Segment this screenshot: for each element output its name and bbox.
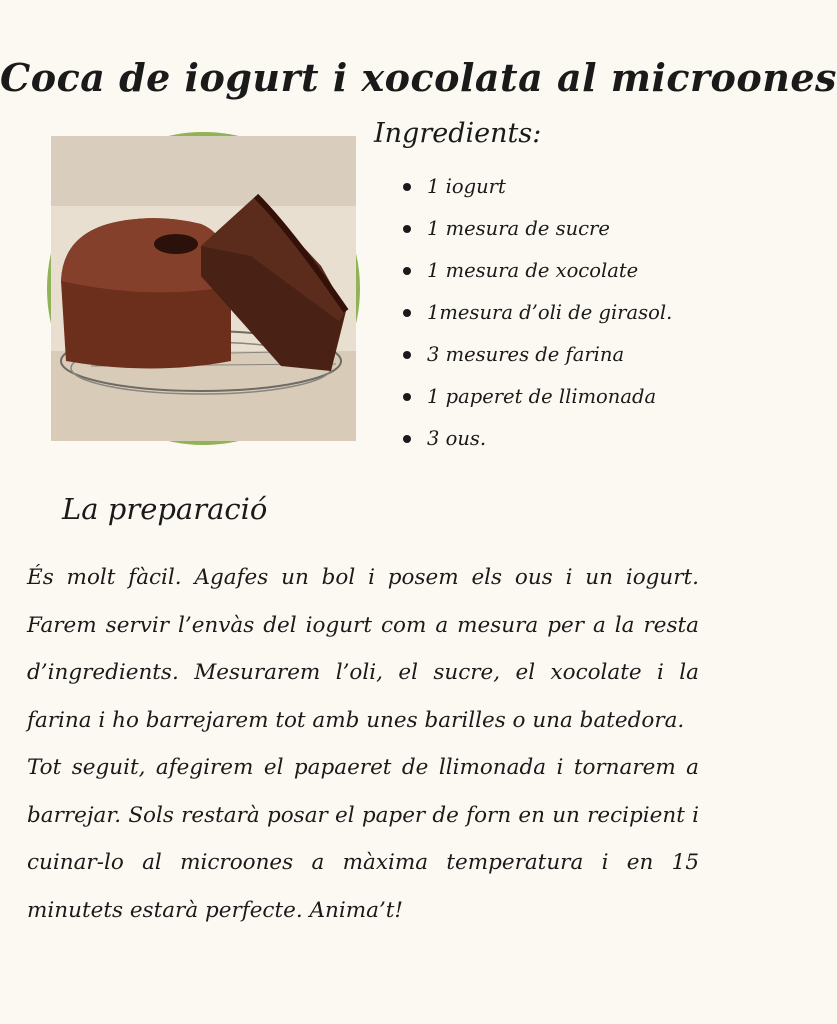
chocolate-cake-image (51, 136, 356, 441)
ingredients-heading: Ingredients: (374, 118, 542, 149)
list-item (400, 170, 672, 212)
bullet-icon (403, 351, 411, 359)
ingredient-text: 1 iogurt (427, 175, 506, 198)
ingredients-list (400, 170, 672, 464)
bullet-icon (403, 267, 411, 275)
recipe-title: Coca de iogurt i xocolata al microones (0, 55, 837, 101)
list-item (400, 338, 672, 380)
preparation-heading: La preparació (62, 492, 268, 526)
ingredient-text: 1 paperet de llimonada (427, 385, 657, 408)
bullet-icon (403, 309, 411, 317)
list-item (400, 296, 672, 338)
list-item (400, 254, 672, 296)
preparation-paragraph: És molt fàcil. Agafes un bol i posem els ous i un iogurt. Farem servir l’envàs del iogurt com a mesura per a la resta d’ingredients. Mesurarem l’oli, el sucre, el xocolate i la farina i ho barrejarem tot amb unes barilles o una batedora. (27, 565, 699, 733)
ingredient-text: 3 mesures de farina (427, 343, 625, 366)
preparation-paragraph: Tot seguit, afegirem el papaeret de llimonada i tornarem a barrejar. Sols restarà posar el paper de forn en un recipient i cuinar-lo al microones a màxima temperatura i en 15 minutets estarà perfecte. Anima’t! (27, 755, 699, 923)
ingredient-text: 1mesura d’oli de girasol. (427, 301, 673, 324)
ingredient-text: 1 mesura de xocolate (427, 259, 639, 282)
list-item (400, 380, 672, 422)
ingredient-text: 1 mesura de sucre (427, 217, 610, 240)
bullet-icon (403, 393, 411, 401)
preparation-text (27, 554, 699, 934)
bullet-icon (403, 183, 411, 191)
bullet-icon (403, 225, 411, 233)
list-item (400, 422, 672, 464)
list-item (400, 212, 672, 254)
cake-photo (47, 132, 360, 445)
ingredient-text: 3 ous. (427, 427, 487, 450)
bullet-icon (403, 435, 411, 443)
